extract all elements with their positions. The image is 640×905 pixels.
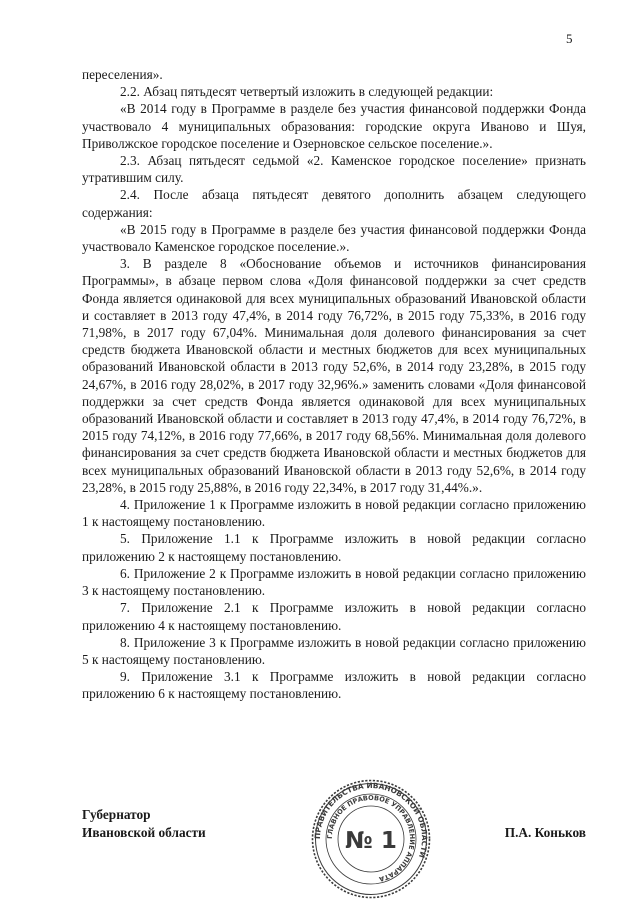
document-body [82,66,586,703]
paragraph-7: 7. Приложение 2.1 к Программе изложить в новой редакции согласно приложению 4 к настоящему постановлению. [82,600,586,633]
paragraph-2-3: 2.3. Абзац пятьдесят седьмой «2. Каменское городское поселение» признать утратившим силу. [82,153,586,186]
seal-number: № 1 [345,828,397,854]
signatory-title: Губернатор [82,807,151,822]
seal-inner-text: ГЛАВНОЕ ПРАВОВОЕ УПРАВЛЕНИЕ АППАРАТА [325,793,417,884]
official-seal [311,779,431,899]
paragraph-4: 4. Приложение 1 к Программе изложить в новой редакции согласно приложению 1 к настоящему постановлению. [82,497,586,530]
paragraph-9: 9. Приложение 3.1 к Программе изложить в новой редакции согласно приложению 6 к настоящему постановлению. [82,669,586,702]
paragraph-6: 6. Приложение 2 к Программе изложить в новой редакции согласно приложению 3 к настоящему постановлению. [82,565,586,599]
paragraph-continuation: переселения». [82,67,163,82]
paragraph-8: 8. Приложение 3 к Программе изложить в новой редакции согласно приложению 5 к настоящему постановлению. [82,634,586,667]
paragraph-2-2-quote: «В 2014 году в Программе в разделе без участия финансовой поддержки Фонда участвовало 4 муниципальных образования: городские округа Иваново и Шуя, Приволжское городское поселение и Озерновское сельское поселение.». [82,101,586,151]
seal-outer-text: ПРАВИТЕЛЬСТВА ИВАНОВСКОЙ ОБЛАСТИ [312,780,430,859]
paragraph-2-2: 2.2. Абзац пятьдесят четвертый изложить в следующей редакции: [120,84,494,100]
paragraph-3: 3. В разделе 8 «Обоснование объемов и источников финансирования Программы», в абзаце первом слова «Доля финансовой поддержки за счет средств Фонда является одинаковой для всех муниципальных образований Ивановской области и составляет в 2013 году 47,4%, в 2014 году 76,72%, в 2015 году 75,33%, в 2016 году 71,98%, в 2017 году 67,04%. Минимальная доля долевого финансирования за счет средств бюджета Ивановской области и местных бюджетов для всех муниципальных образований Ивановской области в 2013 году 52,6%, в 2014 году 23,28%, в 2015 году 24,67%, в 2016 году 28,02%, в 2017 году 32,96%.» заменить словами «Доля финансовой поддержки за счет средств Фонда является одинаковой для всех муниципальных образований Ивановской области и составляет в 2013 году 47,4%, в 2014 году 76,72%, в 2015 году 74,12%, в 2016 году 77,66%, в 2017 году 68,56%. Минимальная доля долевого финансирования за счет средств бюджета Ивановской области и местных бюджетов для всех муниципальных образований Ивановской области в 2013 году 52,6%, в 2014 году 23,28%, в 2015 году 25,88%, в 2016 году 22,34%, в 2017 году 31,44%.». [82,256,586,495]
signatory-region: Ивановской области [82,825,206,840]
paragraph-5: 5. Приложение 1.1 к Программе изложить в новой редакции согласно приложению 2 к настоящему постановлению. [82,531,586,564]
signatory-position [82,806,206,842]
page-number: 5 [566,31,573,46]
signatory-name: П.А. Коньков [504,825,586,840]
paragraph-2-4: 2.4. После абзаца пятьдесят девятого дополнить абзацем следующего содержания: [82,187,586,220]
paragraph-2-4-quote: «В 2015 году в Программе в разделе без участия финансовой поддержки Фонда участвовало Каменское городское поселение.». [82,221,586,255]
